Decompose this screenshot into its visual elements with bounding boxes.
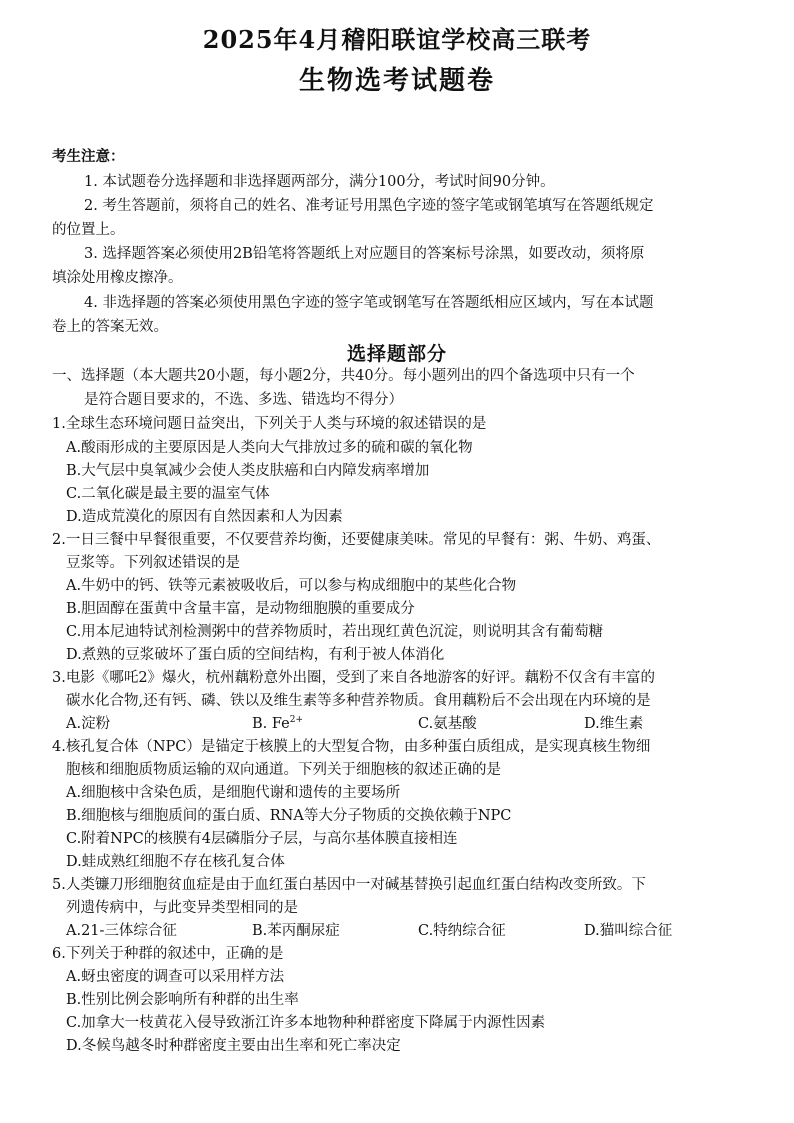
answer-option: B.胆固醇在蛋黄中含量丰富，是动物细胞膜的重要成分: [66, 601, 415, 617]
answer-option: C.特纳综合征: [418, 923, 506, 939]
notice-line: 3. 选择题答案必须使用2B铅笔将答题纸上对应题目的答案标号涂黑，如要改动，须将原: [84, 246, 645, 262]
notice-line: 卷上的答案无效。: [52, 319, 168, 335]
exam-subtitle: 生物选考试题卷: [298, 66, 495, 96]
answer-option: D.维生素: [584, 716, 644, 732]
section-intro: 是符合题目要求的，不选、多选、错选均不得分）: [84, 392, 403, 408]
answer-option: C.用本尼迪特试剂检测粥中的营养物质时，若出现红黄色沉淀，则说明其含有葡萄糖: [66, 624, 604, 640]
answer-option: C.氨基酸: [418, 716, 477, 732]
section-title: 选择题部分: [346, 343, 447, 365]
answer-option: A.21-三体综合征: [66, 923, 177, 939]
answer-option: A.细胞核中含染色质，是细胞代谢和遗传的主要场所: [66, 785, 401, 801]
notice-line: 1. 本试题卷分选择题和非选择题两部分，满分100分，考试时间90分钟。: [84, 174, 555, 190]
question-stem: 5.人类镰刀形细胞贫血症是由于血红蛋白基因中一对碱基替换引起血红蛋白结构改变所致。下: [52, 877, 646, 893]
option-text: B. Fe: [252, 716, 290, 732]
question-stem: 碳水化合物,还有钙、磷、铁以及维生素等多种营养物质。食用藕粉后不会出现在内环境的是: [66, 693, 651, 709]
notice-line: 4. 非选择题的答案必须使用黑色字迹的签字笔或钢笔写在答题纸相应区域内，写在本试题: [84, 295, 654, 311]
answer-option: D.造成荒漠化的原因有自然因素和人为因素: [66, 509, 343, 525]
ion-charge: 2+: [289, 715, 304, 726]
answer-option: C.附着NPC的核膜有4层磷脂分子层，与高尔基体膜直接相连: [66, 831, 458, 847]
question-stem: 豆浆等。下列叙述错误的是: [66, 555, 240, 571]
notice-line: 的位置上。: [52, 222, 125, 238]
answer-option: A.酸雨形成的主要原因是人类向大气排放过多的硫和碳的氧化物: [66, 440, 473, 456]
answer-option: [252, 714, 303, 734]
answer-option: A.蚜虫密度的调查可以采用样方法: [66, 969, 285, 985]
question-stem: 列遗传病中，与此变异类型相同的是: [66, 900, 298, 916]
notice-heading: 考生注意：: [52, 148, 125, 165]
answer-option: A.淀粉: [66, 716, 111, 732]
section-intro: 一、选择题（本大题共20小题，每小题2分，共40分。每小题列出的四个备选项中只有一个: [52, 368, 635, 384]
question-stem: 2.一日三餐中早餐很重要，不仅要营养均衡，还要健康美味。常见的早餐有：粥、牛奶、鸡蛋、: [52, 532, 661, 548]
question-stem: 1.全球生态环境问题日益突出，下列关于人类与环境的叙述错误的是: [52, 416, 487, 432]
answer-option: D.冬候鸟越冬时种群密度主要由出生率和死亡率决定: [66, 1038, 401, 1054]
question-stem: 3.电影《哪吒2》爆火，杭州藕粉意外出圈，受到了来自各地游客的好评。藕粉不仅含有丰富的: [52, 670, 656, 686]
question-stem: 胞核和细胞质物质运输的双向通道。下列关于细胞核的叙述正确的是: [66, 762, 501, 778]
answer-option: B.大气层中臭氧减少会使人类皮肤癌和白内障发病率增加: [66, 463, 430, 479]
answer-option: D.猫叫综合征: [584, 923, 673, 939]
answer-option: D.蛙成熟红细胞不存在核孔复合体: [66, 854, 285, 870]
question-stem: 4.核孔复合体（NPC）是锚定于核膜上的大型复合物，由多种蛋白质组成，是实现真核生物细: [52, 739, 651, 755]
notice-line: 2. 考生答题前，须将自己的姓名、准考证号用黑色字迹的签字笔或钢笔填写在答题纸规定: [84, 198, 654, 214]
answer-option: C.二氧化碳是最主要的温室气体: [66, 486, 270, 502]
answer-option: B.细胞核与细胞质间的蛋白质、RNA等大分子物质的交换依赖于NPC: [66, 808, 512, 824]
question-stem: 6.下列关于种群的叙述中，正确的是: [52, 946, 284, 962]
exam-title: 2025年4月稽阳联谊学校高三联考: [202, 25, 592, 54]
answer-option: B.苯丙酮尿症: [252, 923, 340, 939]
answer-option: D.煮熟的豆浆破坏了蛋白质的空间结构，有利于被人体消化: [66, 647, 445, 663]
answer-option: B.性别比例会影响所有种群的出生率: [66, 992, 299, 1008]
notice-line: 填涂处用橡皮擦净。: [52, 270, 183, 286]
answer-option: A.牛奶中的钙、铁等元素被吸收后，可以参与构成细胞中的某些化合物: [66, 578, 517, 594]
answer-option: C.加拿大一枝黄花入侵导致浙江许多本地物种种群密度下降属于内源性因素: [66, 1015, 546, 1031]
